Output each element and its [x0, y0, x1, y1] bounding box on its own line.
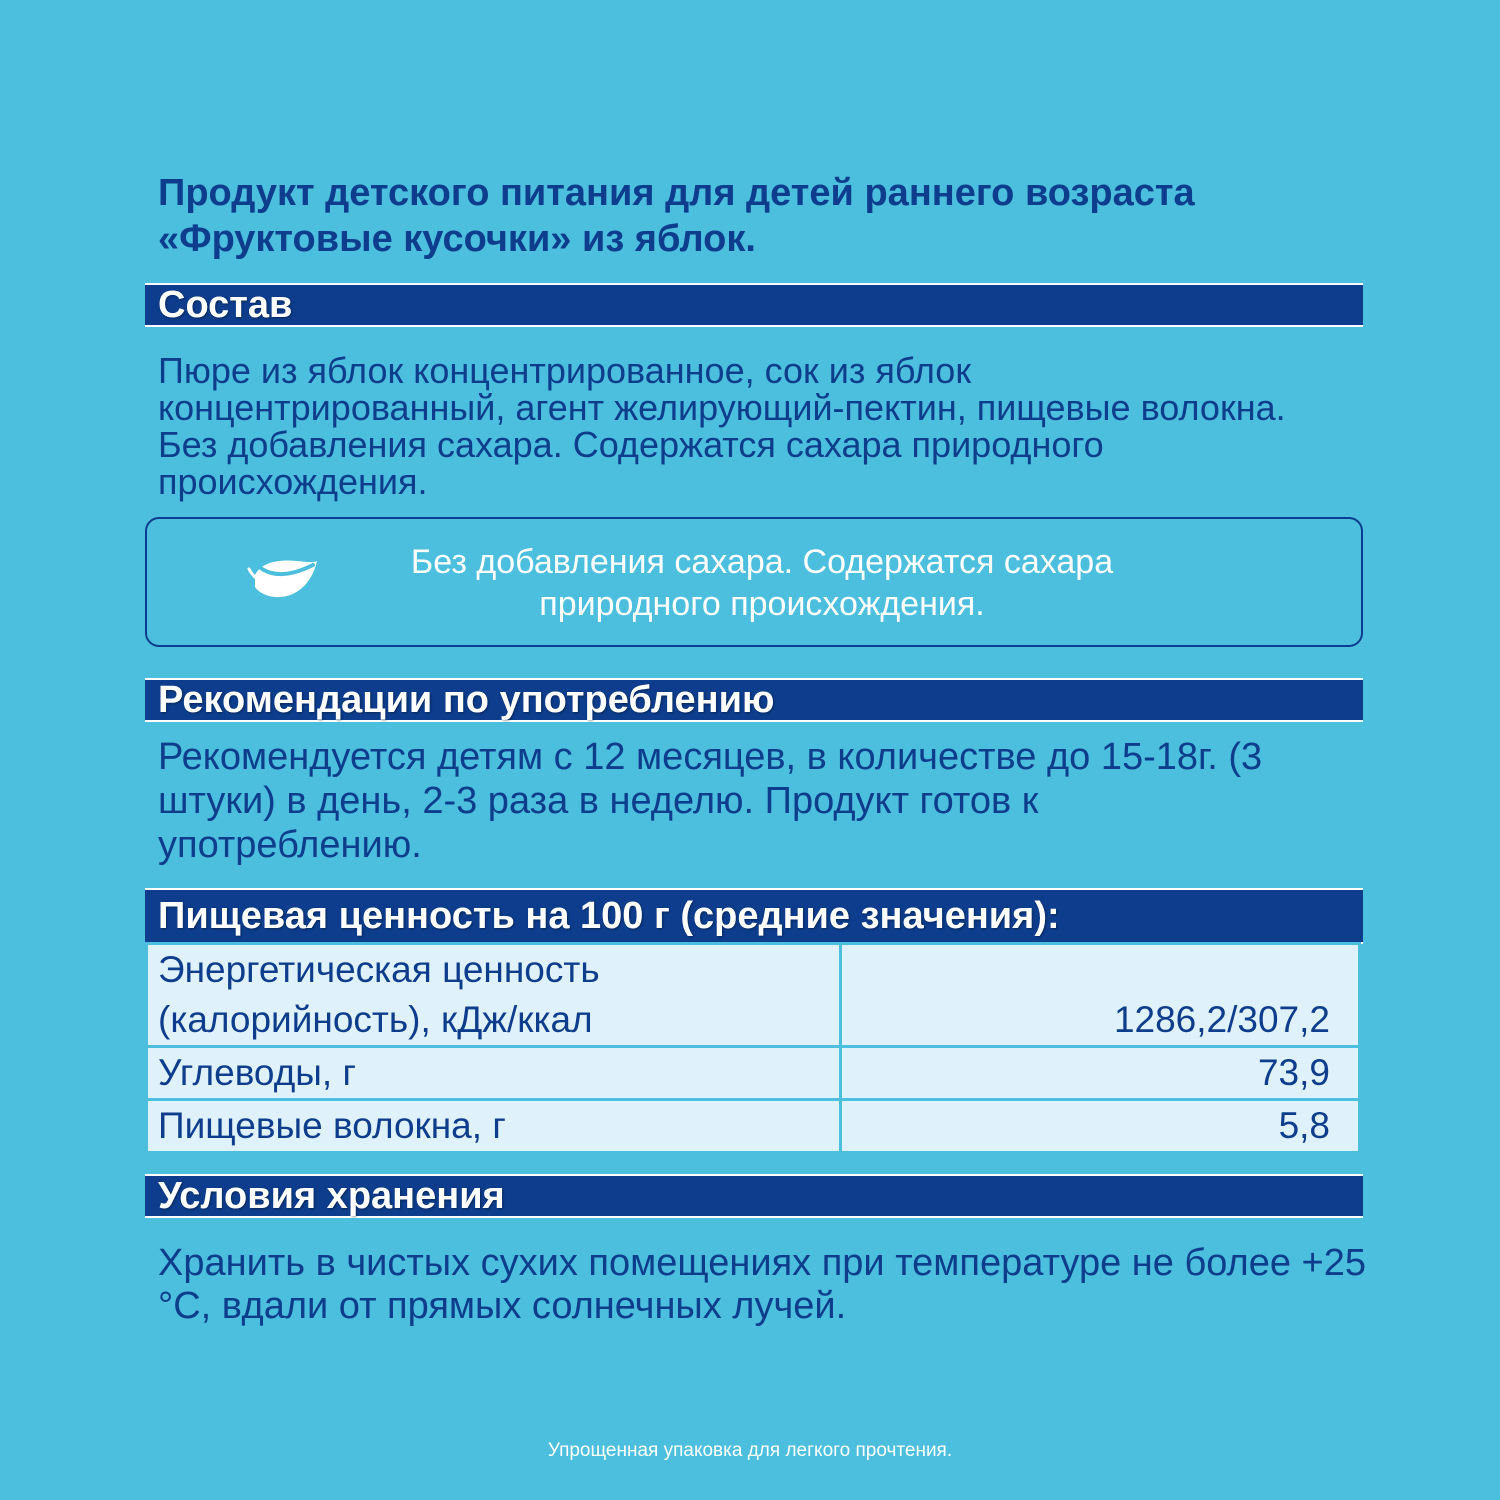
nutrition-name-carbs: Углеводы, г	[147, 1047, 841, 1100]
product-title: Продукт детского питания для детей раннего возраста «Фруктовые кусочки» из яблок.	[158, 172, 1195, 260]
notice-text: Без добавления сахара. Содержатся сахара природного происхождения.	[410, 543, 1114, 623]
recommendations-heading-bar	[145, 678, 1363, 722]
nutrition-name-energy: Энергетическая ценность (калорийность), кДж/ккал	[147, 944, 841, 1047]
nutrition-heading-bar	[145, 888, 1363, 944]
recommendations-heading: Рекомендации по употреблению	[158, 679, 775, 721]
nutrition-value-fiber: 5,8	[841, 1100, 1360, 1153]
recommendations-text: Рекомендуется детям с 12 месяцев, в количестве до 15-18г. (3 штуки) в день, 2-3 раза в неделю. Продукт готов к употреблению.	[158, 736, 1263, 866]
nutrition-name-fiber: Пищевые волокна, г	[147, 1100, 841, 1153]
nutrition-table	[145, 942, 1361, 1154]
storage-heading: Условия хранения	[158, 1175, 505, 1217]
nutrition-heading: Пищевая ценность на 100 г (средние значения):	[158, 895, 1060, 937]
table-row	[147, 1047, 1360, 1100]
composition-heading-bar	[145, 283, 1363, 327]
leaf-icon	[247, 553, 319, 605]
table-row	[147, 1100, 1360, 1153]
table-row	[147, 944, 1360, 1047]
footer-note: Упрощенная упаковка для легкого прочтения.	[547, 1440, 953, 1461]
nutrition-value-carbs: 73,9	[841, 1047, 1360, 1100]
storage-text: Хранить в чистых сухих помещениях при температуре не более +25 °С, вдали от прямых солнечных лучей.	[158, 1242, 1367, 1327]
storage-heading-bar	[145, 1174, 1363, 1218]
composition-text: Пюре из яблок концентрированное, сок из яблок концентрированный, агент желирующий-пектин, пищевые волокна. Без добавления сахара. Содержатся сахара природного происхождения.	[158, 350, 1286, 502]
no-sugar-notice	[145, 517, 1363, 647]
composition-heading: Состав	[158, 284, 293, 326]
nutrition-value-energy: 1286,2/307,2	[841, 944, 1360, 1047]
